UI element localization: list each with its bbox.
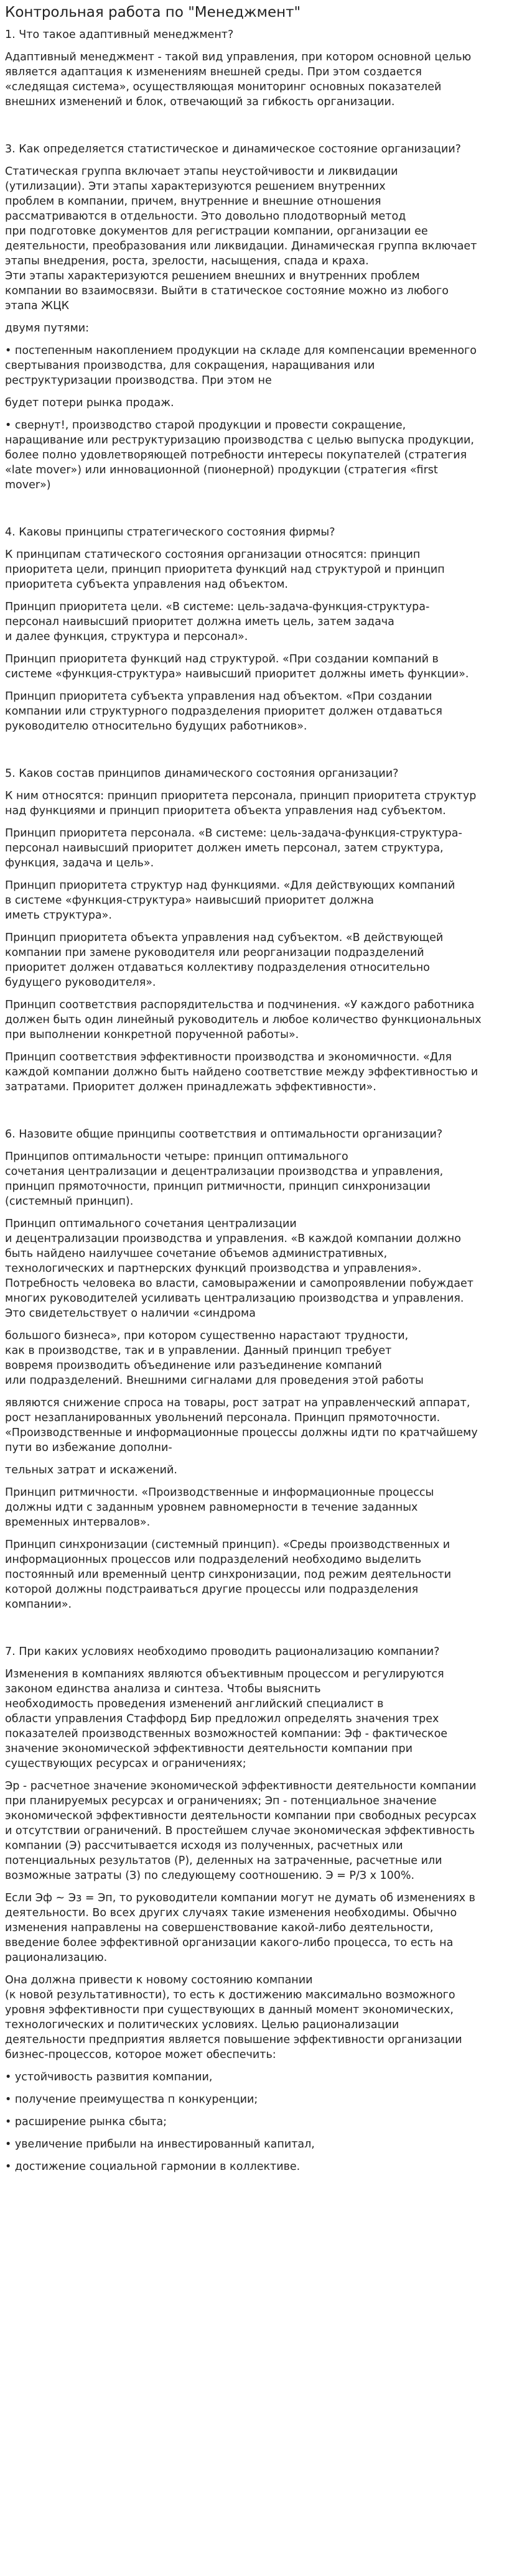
paragraph: Принципов оптимальности четыре: принцип оптимального сочетания централизации и децентрализации производства и управления, принцип прямоточности, принцип ритмичности, принцип синхронизации (системный принцип). bbox=[5, 1151, 444, 1208]
section-heading: 7. При каких условиях необходимо проводить рационализацию компании? bbox=[5, 1646, 440, 1658]
paragraph: Изменения в компаниях являются объективным процессом и регулируются законом единства анализа и синтеза. Чтобы выяснить необходимость проведения изменений английский специалист в области управления Стаффорд Бир предложил определять значения трех показателей производственных возможностей компании: Эф - фактическое значение экономической эффективности деятельности компании при существующих ресурсах и ограничениях; bbox=[5, 1668, 448, 1770]
paragraph: Адаптивный менеджмент - такой вид управления, при котором основной целью является адаптация к изменениям внешней среды. При этом создается «следящая система», осуществляющая мониторинг основных показателей внешних изменений и блок, отвечающий за гибкость организации. bbox=[5, 51, 472, 108]
paragraph: Принцип ритмичности. «Производственные и информационные процессы должны идти с заданным уровнем равномерности в течение заданных временных интервалов». bbox=[5, 1486, 434, 1529]
section-q3 bbox=[5, 142, 522, 493]
paragraph: тельных затрат и искажений. bbox=[5, 1464, 177, 1476]
section-q6 bbox=[5, 1127, 522, 1612]
section-heading: 1. Что такое адаптивный менеджмент? bbox=[5, 29, 234, 41]
paragraph: Статическая группа включает этапы неустойчивости и ликвидации (утилизации). Эти этапы характеризуются решением внутренних проблем в компании, причем, внутренние и внешние отношения рассматриваются в отдельности. Это довольно плодотворный метод при подготовке документов для регистрации компании, организации ее деятельности, преобразования или ликвидации. Динамическая группа включает этапы внедрения, роста, зрелости, насыщения, спада и краха. Эти этапы характеризуются решением внешних и внутренних проблем компании во взаимосвязи. Выйти в статическое состояние можно из любого этапа ЖЦК bbox=[5, 165, 477, 312]
bullet-item: • расширение рынка сбыта; bbox=[5, 2116, 167, 2128]
section-q4 bbox=[5, 525, 522, 734]
paragraph: Эр - расчетное значение экономической эффективности деятельности компании при планируемых ресурсах и ограничениях; Эп - потенциальное значение экономической эффективности деятельности компании при свободных ресурсах и отсутствии ограничений. В простейшем случае экономическая эффективность компании (Э) рассчитывается исходя из полученных, расчетных или потенциальных результатов (Р), деленных на затраченные, расчетные или возможные затраты (З) по следующему соотношению. Э = Р/З х 100%. bbox=[5, 1780, 477, 1882]
paragraph: Принцип оптимального сочетания централизации и децентрализации производства и управления. «В каждой компании должно быть найдено наилучшее сочетание объемов административных, технологических и партнерских функций производства и управления». Потребность человека во власти, самовыражении и самопроявлении побуждает многих руководителей усиливать централизацию производства и управления. Это свидетельствует о наличии «синдрома bbox=[5, 1218, 473, 1320]
bullet-item: • свернут!, производство старой продукции и провести сокращение, наращивание или реструктуризацию производства с целью выпуска продукции, более полно удовлетворяющей потребности интересы покупателей (стратегия «late mover») или инновационной (пионерной) продукции (стратегия «first mover») bbox=[5, 419, 474, 491]
paragraph: Принцип соответствия эффективности производства и экономичности. «Для каждой компании должно быть найдено соответствие между эффективностью и затратами. Приоритет должен принадлежать эффективности». bbox=[5, 1051, 478, 1093]
section-q7 bbox=[5, 1644, 522, 2174]
paragraph: Принцип соответствия распорядительства и подчинения. «У каждого работника должен быть один линейный руководитель и любое количество функциональных при выполнении конкретной порученной работы». bbox=[5, 999, 482, 1041]
paragraph: Принцип приоритета персонала. «В системе: цель-задача-функция-структура- персонал наивысший приоритет должен иметь персонал, затем структура, функция, задача и цель». bbox=[5, 827, 462, 869]
section-heading: 5. Каков состав принципов динамического состояния организации? bbox=[5, 767, 399, 780]
bullet-item: • устойчивость развития компании, bbox=[5, 2071, 213, 2083]
section-heading: 3. Как определяется статистическое и динамическое состояние организации? bbox=[5, 143, 461, 155]
section-q5 bbox=[5, 766, 522, 1095]
section-heading: 6. Назовите общие принципы соответствия и оптимальности организации? bbox=[5, 1128, 443, 1141]
paragraph: Она должна привести к новому состоянию компании (к новой результативности), то есть к достижению максимально возможного уровня эффективности при существующих в данный момент экономических, технологических и политических условиях. Целью рационализации деятельности предприятия является повышение эффективности организации бизнес-процессов, которое может обеспечить: bbox=[5, 1974, 462, 2061]
paragraph: Принцип приоритета объекта управления над субъектом. «В действующей компании при замене руководителя или реорганизации подразделений приоритет должен отдаваться коллективу подразделения относительно будущего руководителя». bbox=[5, 932, 444, 989]
bullet-item: • увеличение прибыли на инвестированный капитал, bbox=[5, 2138, 315, 2151]
paragraph: Если Эф ~ Эз = Эп, то руководители компании могут не думать об изменениях в деятельности. Во всех других случаях такие изменения необходимы. Обычно изменения направлены на совершенствование какой-либо деятельности, введение более эффективной организации какого-либо процесса, то есть на рационализацию. bbox=[5, 1892, 475, 1964]
paragraph: Принцип приоритета функций над структурой. «При создании компаний в системе «функция-структура» наивысший приоритет должны иметь функции». bbox=[5, 653, 469, 680]
paragraph: К принципам статического состояния организации относятся: принцип приоритета цели, принцип приоритета функций над структурой и принцип приоритета субъекта управления над объектом. bbox=[5, 549, 445, 591]
paragraph: К ним относятся: принцип приоритета персонала, принцип приоритета структур над функциями и принцип приоритета объекта управления над субъектом. bbox=[5, 790, 477, 817]
section-q1 bbox=[5, 27, 522, 109]
paragraph: Принцип приоритета структур над функциями. «Для действующих компаний в системе «функция-структура» наивысший приоритет должна иметь структура». bbox=[5, 879, 455, 922]
paragraph: Принцип синхронизации (системный принцип). «Среды производственных и информационных процессов или подразделений необходимо выделить постоянный или временный центр синхронизации, под режим деятельности которой должны подстраиваться другие процессы или подразделения компании». bbox=[5, 1539, 452, 1611]
bullet-item: • постепенным накоплением продукции на складе для компенсации временного свертывания производства, для сокращения, наращивания или реструктуризации производства. При этом не bbox=[5, 345, 477, 387]
bullet-item: • достижение социальной гармонии в коллективе. bbox=[5, 2161, 301, 2173]
document-title: Контрольная работа по "Менеджмент" bbox=[5, 4, 301, 21]
paragraph: Принцип приоритета цели. «В системе: цель-задача-функция-структура- персонал наивысший приоритет должна иметь цель, затем задача и далее функция, структура и персонал». bbox=[5, 601, 430, 643]
bullet-item: • получение преимущества п конкуренции; bbox=[5, 2093, 258, 2106]
paragraph: Принцип приоритета субъекта управления над объектом. «При создании компании или структурного подразделения приоритет должен отдаваться руководителю относительно будущих работников». bbox=[5, 690, 442, 733]
paragraph: являются снижение спроса на товары, рост затрат на управленческий аппарат, рост незапланированных увольнений персонала. Принцип прямоточности. «Производственные и информационные процессы должны идти по кратчайшему пути во избежание дополни- bbox=[5, 1397, 478, 1454]
section-heading: 4. Каковы принципы стратегического состояния фирмы? bbox=[5, 526, 335, 539]
paragraph: будет потери рынка продаж. bbox=[5, 397, 174, 409]
paragraph: двумя путями: bbox=[5, 322, 90, 335]
paragraph: большого бизнеса», при котором существенно нарастают трудности, как в производстве, так и в управлении. Данный принцип требует вовремя производить объединение или разъединение компаний или подразделений. Внешними сигналами для проведения этой работы bbox=[5, 1330, 424, 1387]
